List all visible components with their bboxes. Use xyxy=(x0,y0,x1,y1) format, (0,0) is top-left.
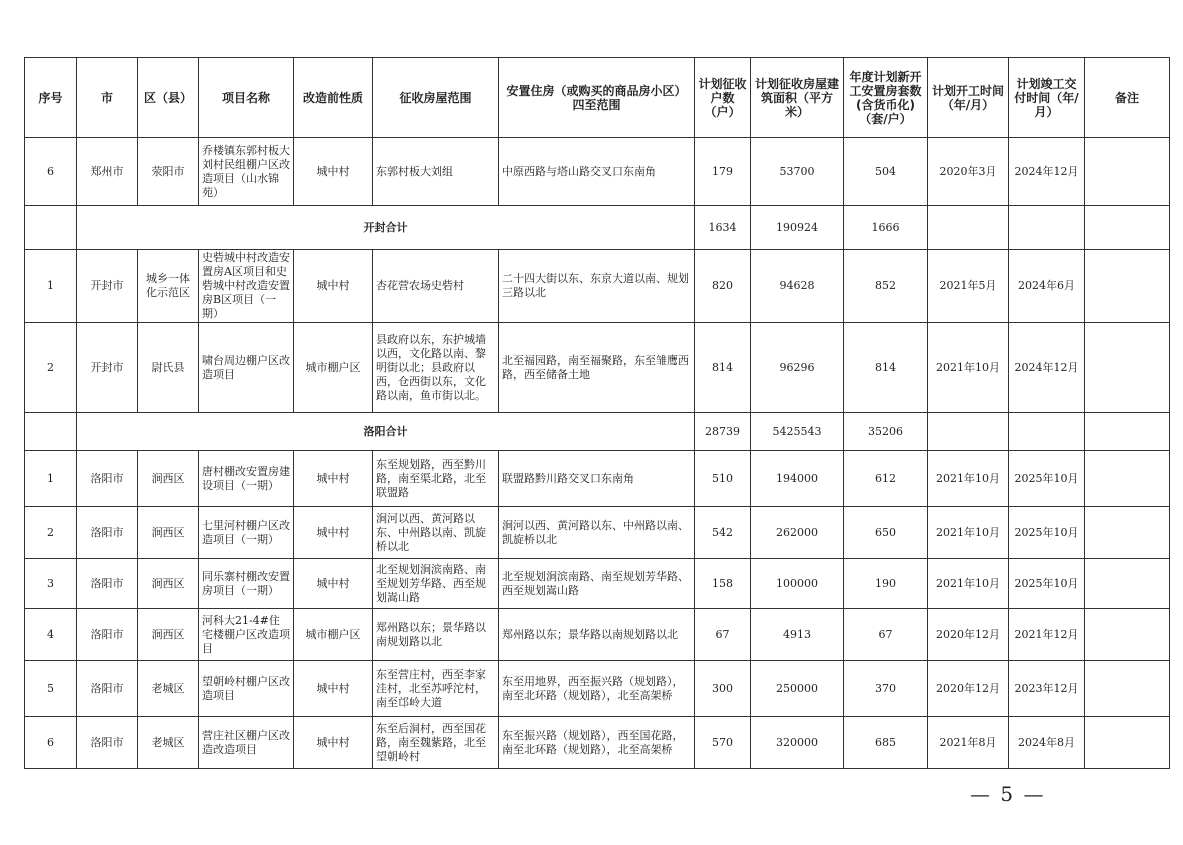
cell-area: 250000 xyxy=(751,661,844,717)
cell-city: 洛阳市 xyxy=(77,507,138,559)
cell-finish: 2023年12月 xyxy=(1009,661,1085,717)
header-project: 项目名称 xyxy=(199,58,294,138)
cell-area: 4913 xyxy=(751,609,844,661)
cell-project: 唐村棚改安置房建设项目（一期） xyxy=(199,451,294,507)
cell-households: 570 xyxy=(695,717,751,769)
table-row xyxy=(25,138,1170,206)
cell-resettle: 中原西路与塔山路交叉口东南角 xyxy=(499,138,695,206)
cell-resettle: 郑州路以东；景华路以南规划路以北 xyxy=(499,609,695,661)
cell-project: 啸台周边棚户区改造项目 xyxy=(199,323,294,413)
cell-start: 2021年10月 xyxy=(928,559,1009,609)
cell-project: 河科大21-4#住宅楼棚户区改造项目 xyxy=(199,609,294,661)
cell-project: 史砦城中村改造安置房A区项目和史砦城中村改造安置房B区项目（一期） xyxy=(199,250,294,323)
cell-seq: 5 xyxy=(25,661,77,717)
cell-area: 94628 xyxy=(751,250,844,323)
cell-scope: 涧河以西、黄河路以东、中州路以南、凯旋桥以北 xyxy=(373,507,499,559)
cell-finish: 2025年10月 xyxy=(1009,507,1085,559)
cell-district: 涧西区 xyxy=(138,559,199,609)
cell-units: 504 xyxy=(844,138,928,206)
cell-households: 820 xyxy=(695,250,751,323)
cell-households: 1634 xyxy=(695,206,751,250)
cell-remark xyxy=(1085,717,1170,769)
cell-units: 685 xyxy=(844,717,928,769)
cell-city: 开封市 xyxy=(77,250,138,323)
table-row xyxy=(25,451,1170,507)
table-row xyxy=(25,323,1170,413)
cell-scope: 东至规划路，西至黔川路，南至渠北路，北至联盟路 xyxy=(373,451,499,507)
cell-start: 2021年5月 xyxy=(928,250,1009,323)
cell-area: 262000 xyxy=(751,507,844,559)
cell-seq: 1 xyxy=(25,451,77,507)
cell-seq: 2 xyxy=(25,507,77,559)
subtotal-label: 开封合计 xyxy=(77,206,695,250)
cell-units: 67 xyxy=(844,609,928,661)
cell-units: 852 xyxy=(844,250,928,323)
cell-units: 35206 xyxy=(844,413,928,451)
cell-households: 510 xyxy=(695,451,751,507)
cell-remark xyxy=(1085,609,1170,661)
cell-households: 814 xyxy=(695,323,751,413)
table-row xyxy=(25,609,1170,661)
cell-finish: 2025年10月 xyxy=(1009,559,1085,609)
cell-nature: 城中村 xyxy=(294,451,373,507)
cell-resettle: 二十四大街以东、东京大道以南、规划三路以北 xyxy=(499,250,695,323)
cell-units: 814 xyxy=(844,323,928,413)
cell-project: 营庄社区棚户区改造改造项目 xyxy=(199,717,294,769)
cell-households: 300 xyxy=(695,661,751,717)
cell-seq xyxy=(25,413,77,451)
cell-resettle: 涧河以西、黄河路以东、中州路以南、凯旋桥以北 xyxy=(499,507,695,559)
cell-project: 七里河村棚户区改造项目（一期） xyxy=(199,507,294,559)
subtotal-row xyxy=(25,206,1170,250)
cell-start: 2020年3月 xyxy=(928,138,1009,206)
table-row xyxy=(25,661,1170,717)
cell-start: 2020年12月 xyxy=(928,661,1009,717)
cell-district: 涧西区 xyxy=(138,451,199,507)
cell-nature: 城中村 xyxy=(294,250,373,323)
subtotal-row xyxy=(25,413,1170,451)
cell-city: 开封市 xyxy=(77,323,138,413)
header-seq: 序号 xyxy=(25,58,77,138)
cell-remark xyxy=(1085,206,1170,250)
cell-scope: 杏花营农场史砦村 xyxy=(373,250,499,323)
cell-households: 158 xyxy=(695,559,751,609)
header-remark: 备注 xyxy=(1085,58,1170,138)
table-row xyxy=(25,717,1170,769)
cell-resettle: 北至规划涧滨南路、南至规划芳华路、西至规划嵩山路 xyxy=(499,559,695,609)
cell-finish: 2021年12月 xyxy=(1009,609,1085,661)
cell-area: 100000 xyxy=(751,559,844,609)
cell-city: 洛阳市 xyxy=(77,661,138,717)
project-table xyxy=(24,57,1170,769)
cell-start: 2021年10月 xyxy=(928,451,1009,507)
cell-area: 5425543 xyxy=(751,413,844,451)
cell-remark xyxy=(1085,661,1170,717)
cell-seq: 4 xyxy=(25,609,77,661)
cell-district: 老城区 xyxy=(138,661,199,717)
cell-seq: 1 xyxy=(25,250,77,323)
cell-nature: 城中村 xyxy=(294,138,373,206)
cell-households: 67 xyxy=(695,609,751,661)
cell-start: 2020年12月 xyxy=(928,609,1009,661)
header-start: 计划开工时间（年/月） xyxy=(928,58,1009,138)
cell-units: 1666 xyxy=(844,206,928,250)
cell-district: 老城区 xyxy=(138,717,199,769)
cell-nature: 城市棚户区 xyxy=(294,323,373,413)
cell-nature: 城中村 xyxy=(294,559,373,609)
cell-area: 190924 xyxy=(751,206,844,250)
header-households: 计划征收户数（户） xyxy=(695,58,751,138)
cell-units: 612 xyxy=(844,451,928,507)
header-area: 计划征收房屋建筑面积（平方米） xyxy=(751,58,844,138)
cell-scope: 东郭村板大刘组 xyxy=(373,138,499,206)
cell-district: 涧西区 xyxy=(138,609,199,661)
cell-start: 2021年10月 xyxy=(928,323,1009,413)
cell-remark xyxy=(1085,250,1170,323)
cell-finish xyxy=(1009,413,1085,451)
header-units: 年度计划新开工安置房套数(含货币化)（套/户） xyxy=(844,58,928,138)
cell-scope: 郑州路以东；景华路以南规划路以北 xyxy=(373,609,499,661)
cell-district: 荥阳市 xyxy=(138,138,199,206)
header-nature: 改造前性质 xyxy=(294,58,373,138)
cell-seq: 3 xyxy=(25,559,77,609)
cell-project: 望朝岭村棚户区改造项目 xyxy=(199,661,294,717)
cell-scope: 北至规划涧滨南路、南至规划芳华路、西至规划嵩山路 xyxy=(373,559,499,609)
header-finish: 计划竣工交付时间（年/月） xyxy=(1009,58,1085,138)
cell-scope: 东至营庄村，西至李家洼村，北至苏呼沱村，南至邙岭大道 xyxy=(373,661,499,717)
cell-city: 洛阳市 xyxy=(77,717,138,769)
cell-start xyxy=(928,413,1009,451)
cell-resettle: 联盟路黔川路交叉口东南角 xyxy=(499,451,695,507)
cell-resettle: 东至用地界，西至振兴路（规划路），南至北环路（规划路），北至高架桥 xyxy=(499,661,695,717)
header-city: 市 xyxy=(77,58,138,138)
page-number: — 5 — xyxy=(970,782,1046,806)
cell-units: 650 xyxy=(844,507,928,559)
cell-start xyxy=(928,206,1009,250)
cell-city: 洛阳市 xyxy=(77,559,138,609)
cell-households: 542 xyxy=(695,507,751,559)
cell-city: 郑州市 xyxy=(77,138,138,206)
cell-project: 乔楼镇东郭村板大刘村民组棚户区改造项目（山水锦苑） xyxy=(199,138,294,206)
cell-households: 28739 xyxy=(695,413,751,451)
cell-scope: 东至后洞村，西至国花路，南至魏紫路，北至望朝岭村 xyxy=(373,717,499,769)
cell-finish: 2025年10月 xyxy=(1009,451,1085,507)
cell-finish: 2024年8月 xyxy=(1009,717,1085,769)
cell-seq: 6 xyxy=(25,138,77,206)
cell-start: 2021年10月 xyxy=(928,507,1009,559)
cell-remark xyxy=(1085,323,1170,413)
cell-finish: 2024年6月 xyxy=(1009,250,1085,323)
cell-remark xyxy=(1085,507,1170,559)
table-row xyxy=(25,250,1170,323)
cell-nature: 城中村 xyxy=(294,661,373,717)
cell-resettle: 东至振兴路（规划路），西至国花路，南至北环路（规划路），北至高架桥 xyxy=(499,717,695,769)
table-row xyxy=(25,507,1170,559)
cell-scope: 县政府以东，东护城墙以西，文化路以南、黎明街以北；县政府以西，仓西街以东，文化路以南，鱼市街以北。 xyxy=(373,323,499,413)
header-row xyxy=(25,58,1170,138)
cell-remark xyxy=(1085,138,1170,206)
cell-units: 370 xyxy=(844,661,928,717)
cell-area: 320000 xyxy=(751,717,844,769)
cell-city: 洛阳市 xyxy=(77,451,138,507)
cell-remark xyxy=(1085,413,1170,451)
cell-finish xyxy=(1009,206,1085,250)
table-row xyxy=(25,559,1170,609)
cell-units: 190 xyxy=(844,559,928,609)
cell-district: 尉氏县 xyxy=(138,323,199,413)
cell-district: 城乡一体化示范区 xyxy=(138,250,199,323)
header-resettle: 安置住房（或购买的商品房小区）四至范围 xyxy=(499,58,695,138)
cell-district: 涧西区 xyxy=(138,507,199,559)
cell-remark xyxy=(1085,559,1170,609)
cell-project: 同乐寨村棚改安置房项目（一期） xyxy=(199,559,294,609)
header-scope: 征收房屋范围 xyxy=(373,58,499,138)
cell-seq: 6 xyxy=(25,717,77,769)
cell-nature: 城中村 xyxy=(294,717,373,769)
cell-nature: 城中村 xyxy=(294,507,373,559)
cell-city: 洛阳市 xyxy=(77,609,138,661)
cell-seq: 2 xyxy=(25,323,77,413)
cell-remark xyxy=(1085,451,1170,507)
cell-finish: 2024年12月 xyxy=(1009,138,1085,206)
cell-start: 2021年8月 xyxy=(928,717,1009,769)
cell-area: 96296 xyxy=(751,323,844,413)
cell-resettle: 北至福园路，南至福聚路，东至雏鹰西路，西至储备土地 xyxy=(499,323,695,413)
subtotal-label: 洛阳合计 xyxy=(77,413,695,451)
cell-area: 194000 xyxy=(751,451,844,507)
cell-seq xyxy=(25,206,77,250)
cell-nature: 城市棚户区 xyxy=(294,609,373,661)
cell-area: 53700 xyxy=(751,138,844,206)
cell-finish: 2024年12月 xyxy=(1009,323,1085,413)
cell-households: 179 xyxy=(695,138,751,206)
header-district: 区（县） xyxy=(138,58,199,138)
